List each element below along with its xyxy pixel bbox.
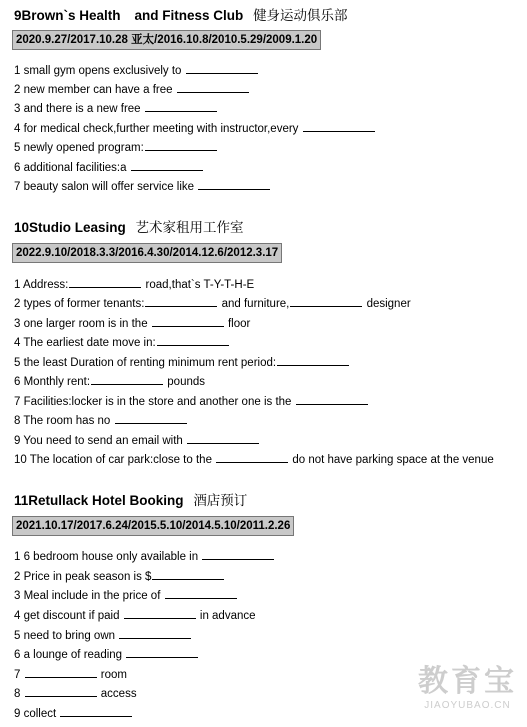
answer-blank[interactable] [165,587,237,599]
question-item: 9 You need to send an email with [14,432,260,448]
question-item: 10 The location of car park:close to the do not have parking space at the venue [14,451,494,467]
section-title-11 [14,489,247,509]
answer-blank[interactable] [91,373,163,385]
question-item: 6 a lounge of reading [14,646,199,662]
question-item: 5 the least Duration of renting minimum rent period: [14,354,350,370]
question-item: 2 Price in peak season is $ [14,568,225,584]
question-item: 2 new member can have a free [14,81,250,97]
answer-blank[interactable] [115,412,187,424]
watermark-en: JIAOYUBAO.CN [424,700,511,711]
question-item: 9 collect [14,705,133,721]
question-item: 1 Address: road,that`s T-Y-T-H-E [14,276,254,292]
question-item: 5 need to bring own [14,627,192,643]
answer-blank[interactable] [145,295,217,307]
question-item: 7 beauty salon will offer service like [14,178,271,194]
question-item: 8 access [14,685,137,701]
date-bar-9: 2020.9.27/2017.10.28 亚太/2016.10.8/2010.5.29/2009.1.20 [12,30,321,50]
answer-blank[interactable] [303,120,375,132]
section-title-9 [14,4,348,24]
answer-blank[interactable] [152,315,224,327]
question-item: 4 The earliest date move in: [14,334,230,350]
answer-blank[interactable] [202,548,274,560]
title-en: 10Studio Leasing [14,220,126,235]
answer-blank[interactable] [186,62,258,74]
title-cn: 艺术家租用工作室 [135,220,244,235]
answer-blank[interactable] [290,295,362,307]
question-item: 7 room [14,666,127,682]
answer-blank[interactable] [119,627,191,639]
question-item: 5 newly opened program: [14,139,218,155]
title-en: 9Brown`s Health [14,8,121,23]
title-en-2: and Fitness Club [134,8,244,23]
answer-blank[interactable] [124,607,196,619]
question-item: 1 6 bedroom house only available in [14,548,275,564]
question-item: 4 for medical check,further meeting with instructor,every [14,120,376,136]
answer-blank[interactable] [131,159,203,171]
question-item: 8 The room has no [14,412,188,428]
watermark-logo [418,656,517,711]
title-cn: 酒店预订 [193,493,248,508]
title-cn: 健身运动俱乐部 [253,8,348,23]
answer-blank[interactable] [296,393,368,405]
question-item: 3 and there is a new free [14,100,218,116]
answer-blank[interactable] [157,334,229,346]
watermark-cn: 教育宝 [418,665,517,698]
answer-blank[interactable] [152,568,224,580]
question-item: 3 one larger room is in the floor [14,315,250,331]
question-item: 2 types of former tenants: and furniture, designer [14,295,411,311]
date-bar-11: 2021.10.17/2017.6.24/2015.5.10/2014.5.10/2011.2.26 [12,516,294,536]
answer-blank[interactable] [198,178,270,190]
section-title-10 [14,216,244,236]
question-item: 3 Meal include in the price of [14,587,238,603]
answer-blank[interactable] [277,354,349,366]
answer-blank[interactable] [25,666,97,678]
answer-blank[interactable] [25,685,97,697]
question-item: 7 Facilities:locker is in the store and another one is the [14,393,369,409]
title-en: 11Retullack Hotel Booking [14,493,184,508]
answer-blank[interactable] [126,646,198,658]
answer-blank[interactable] [60,705,132,717]
answer-blank[interactable] [216,451,288,463]
answer-blank[interactable] [187,432,259,444]
answer-blank[interactable] [69,276,141,288]
answer-blank[interactable] [145,139,217,151]
question-item: 6 Monthly rent: pounds [14,373,205,389]
question-item: 6 additional facilities:a [14,159,204,175]
question-item: 1 small gym opens exclusively to [14,62,259,78]
date-bar-10: 2022.9.10/2018.3.3/2016.4.30/2014.12.6/2012.3.17 [12,243,282,263]
answer-blank[interactable] [145,100,217,112]
answer-blank[interactable] [177,81,249,93]
question-item: 4 get discount if paid in advance [14,607,256,623]
